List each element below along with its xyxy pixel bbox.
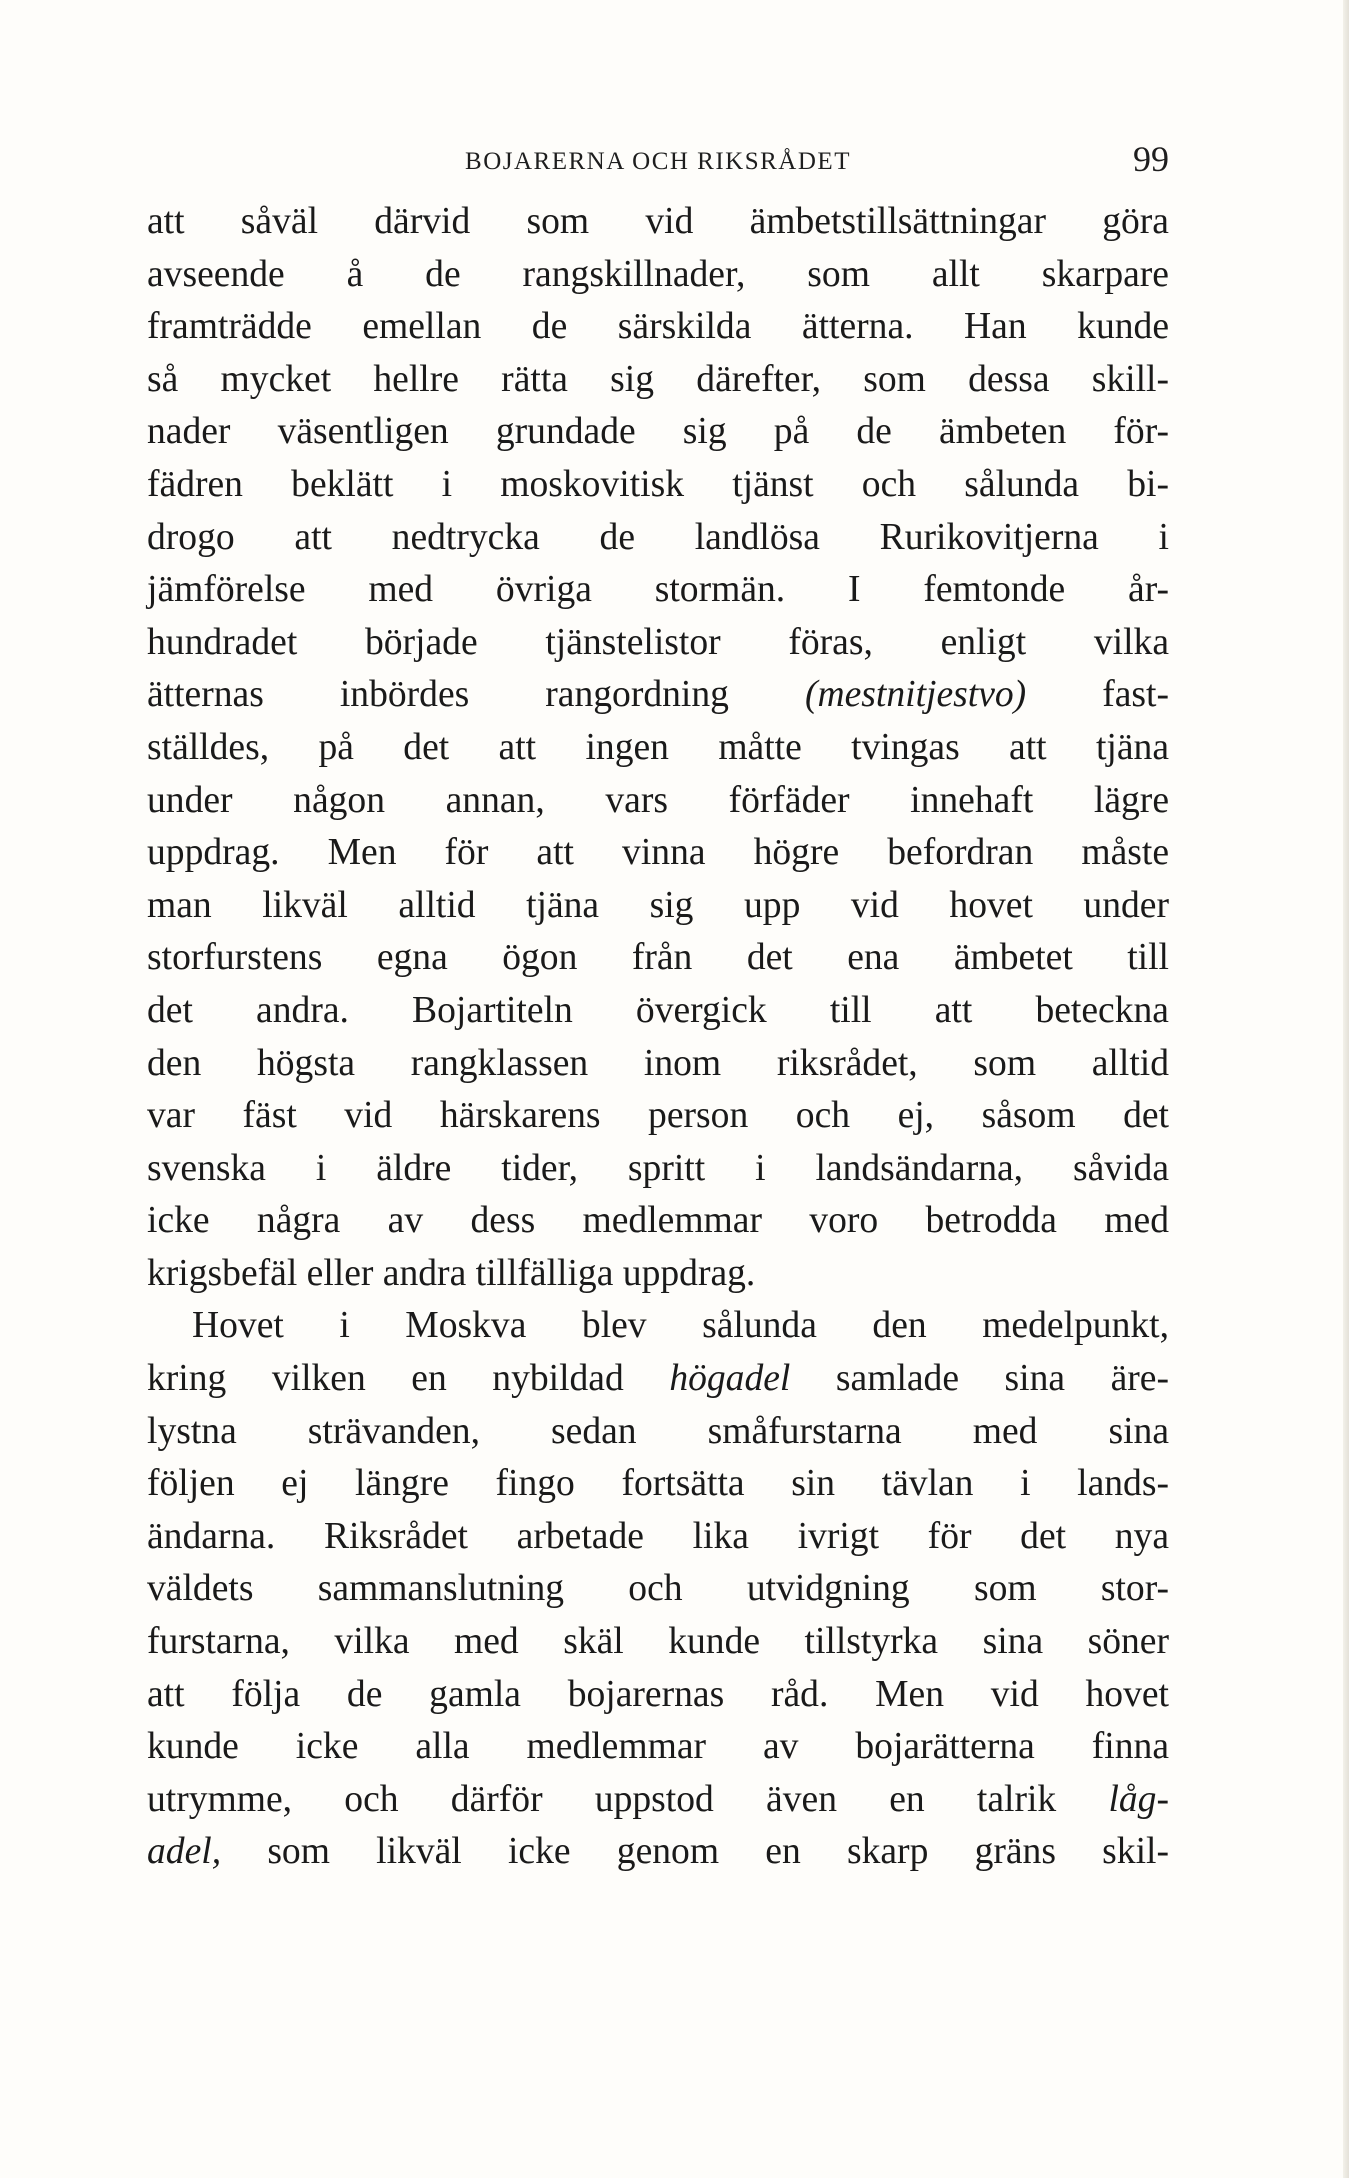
text-line: krigsbefäl eller andra tillfälliga uppdrag. bbox=[147, 1252, 756, 1294]
text-line: hundradet började tjänstelistor föras, enligt vilka bbox=[147, 621, 1169, 663]
italic-term: adel, bbox=[147, 1831, 222, 1873]
text-line: man likväl alltid tjäna sig upp vid hovet under bbox=[147, 884, 1169, 926]
running-header bbox=[147, 138, 1169, 188]
italic-term: (mestnitjestvo) bbox=[804, 674, 1027, 716]
text-line: framträdde emellan de särskilda ätterna. Han kunde bbox=[147, 306, 1169, 348]
text-line: under någon annan, vars förfäder innehaft lägre bbox=[147, 779, 1169, 821]
body-text bbox=[147, 196, 1169, 1879]
page-edge bbox=[1343, 0, 1349, 2178]
text-line: avseende å de rangskillnader, som allt skarpare bbox=[147, 253, 1169, 295]
text-line: svenska i äldre tider, spritt i landsändarna, såvida bbox=[147, 1147, 1169, 1189]
text-line: nader väsentligen grundade sig på de ämbeten för- bbox=[147, 411, 1169, 453]
text-line: Hovet i Moskva blev sålunda den medelpunkt, bbox=[192, 1305, 1169, 1347]
text-line: adel, som likväl icke genom en skarp gräns skil- bbox=[147, 1831, 1169, 1873]
text-line: så mycket hellre rätta sig därefter, som dessa skill- bbox=[147, 358, 1169, 400]
text-line: att såväl därvid som vid ämbetstillsättningar göra bbox=[147, 201, 1169, 242]
text-line: väldets sammanslutning och utvidgning som stor- bbox=[147, 1568, 1169, 1610]
text-line: ändarna. Riksrådet arbetade lika ivrigt för det nya bbox=[147, 1515, 1169, 1557]
italic-term: högadel bbox=[669, 1358, 791, 1400]
text-line: den högsta rangklassen inom riksrådet, som alltid bbox=[147, 1042, 1169, 1084]
text-line: var fäst vid härskarens person och ej, såsom det bbox=[147, 1095, 1169, 1137]
text-line: icke några av dess medlemmar voro betrodda med bbox=[147, 1200, 1169, 1242]
text-line: lystna strävanden, sedan småfurstarna med sina bbox=[147, 1410, 1169, 1452]
text-line: drogo att nedtrycka de landlösa Rurikovitjerna i bbox=[147, 516, 1169, 558]
text-line: uppdrag. Men för att vinna högre befordran måste bbox=[147, 832, 1169, 874]
text-line: ätternas inbördes rangordning (mestnitjestvo) fast- bbox=[147, 674, 1169, 716]
text-line: ställdes, på det att ingen måtte tvingas att tjäna bbox=[147, 726, 1169, 768]
text-line: storfurstens egna ögon från det ena ämbetet till bbox=[147, 937, 1169, 979]
text-line: kunde icke alla medlemmar av bojarätterna finna bbox=[147, 1726, 1169, 1768]
page-number: 99 bbox=[1133, 139, 1169, 179]
text-line: utrymme, och därför uppstod även en talrik låg- bbox=[147, 1778, 1169, 1820]
running-title: BOJARERNA OCH RIKSRÅDET bbox=[465, 148, 851, 175]
text-line: jämförelse med övriga stormän. I femtonde år- bbox=[147, 569, 1169, 611]
text-line: kring vilken en nybildad högadel samlade sina äre- bbox=[147, 1358, 1169, 1400]
italic-term: låg- bbox=[1108, 1778, 1169, 1820]
text-line: fädren beklätt i moskovitisk tjänst och sålunda bi- bbox=[147, 463, 1169, 505]
text-line: det andra. Bojartiteln övergick till att beteckna bbox=[147, 989, 1169, 1031]
text-line: att följa de gamla bojarernas råd. Men vid hovet bbox=[147, 1673, 1169, 1715]
text-line: furstarna, vilka med skäl kunde tillstyrka sina söner bbox=[147, 1621, 1169, 1663]
text-line: följen ej längre fingo fortsätta sin tävlan i lands- bbox=[147, 1463, 1169, 1505]
